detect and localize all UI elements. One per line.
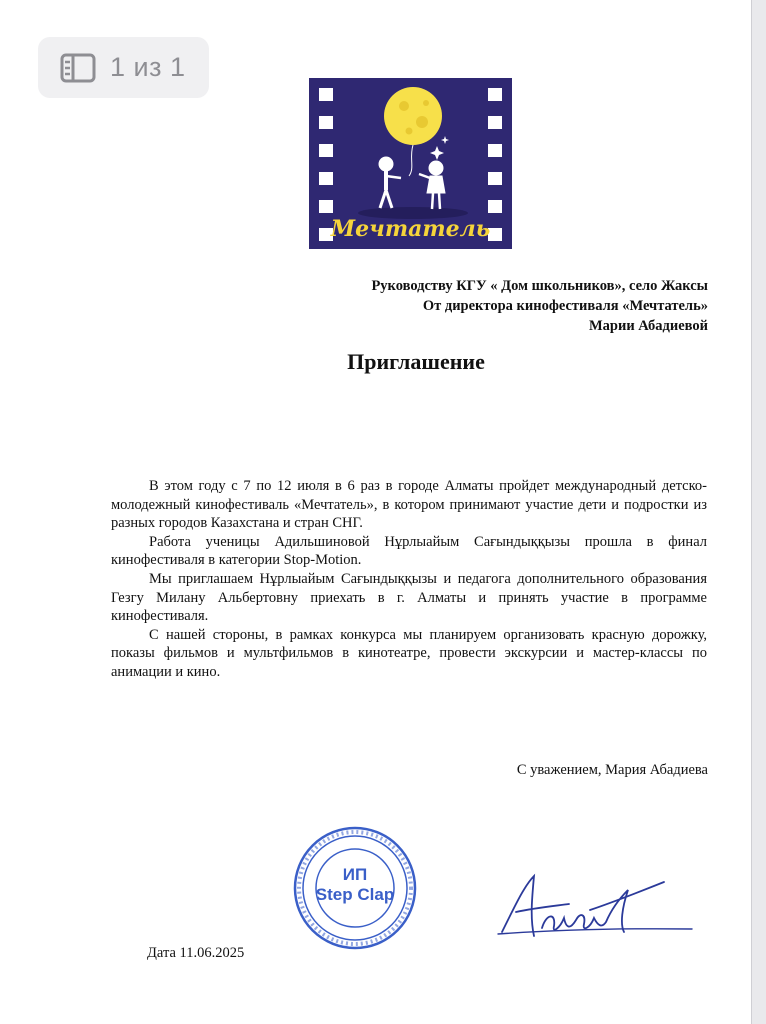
festival-logo — [309, 78, 512, 249]
paragraph-invitation: Мы приглашаем Нұрлыайым Сағындыққызы и педагога дополнительного образования Гезгу Милану Альбертовну приехать в г. Алматы и принять участие в программе кинофестиваля. — [111, 570, 707, 625]
stamp-seal — [274, 826, 444, 956]
page-counter-label: 1 из 1 — [110, 52, 186, 82]
paragraph-festival-info: В этом году с 7 по 12 июля в 6 раз в городе Алматы пройдет международный детско-молодежный кинофестиваль «Мечтатель», в котором принимают участие дети и подростки из разных городов Казахстана и стран СНГ. — [111, 478, 707, 532]
paragraph-program: С нашей стороны, в рамках конкурса мы планируем организовать красную дорожку, показы фильмов и мультфильмов в кинотеатре, провести экскурсии и мастер-классы по анимации и кино. — [111, 626, 707, 680]
sender-line: От директора кинофестиваля «Мечтатель» — [422, 298, 708, 314]
letter-title: Приглашение — [347, 349, 485, 374]
stamp-text-line2: Step Clap — [315, 885, 395, 904]
paragraph-finalist: Работа ученицы Адильшиновой Нұрлыайым Сағындыққызы прошла в финал кинофестиваля в категории Stop-Motion. — [111, 533, 707, 569]
recipient-block — [371, 276, 708, 336]
festival-logo-text: Мечтатель — [330, 216, 491, 242]
recipient-line: Руководству КГУ « Дом школьников», село Жаксы — [371, 278, 708, 294]
sidebar-panel-icon — [60, 53, 96, 83]
sender-name-line: Марии Абадиевой — [588, 318, 708, 334]
page-counter-button[interactable] — [38, 37, 209, 98]
handwritten-signature — [494, 868, 699, 953]
regards-line: С уважением, Мария Абадиева — [516, 762, 708, 778]
page-edge — [752, 0, 766, 1024]
stamp-text-line1: ИП — [342, 865, 368, 884]
letter-date: Дата 11.06.2025 — [147, 945, 245, 961]
letter-body — [111, 477, 707, 682]
